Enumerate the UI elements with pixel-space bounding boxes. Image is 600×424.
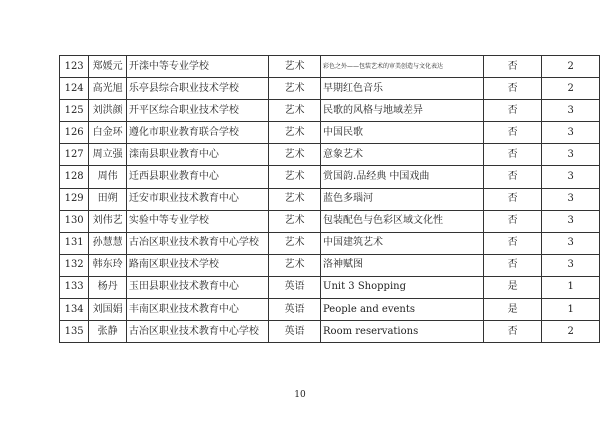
cell-grade: 2 <box>542 321 600 343</box>
cell-title: 赏国韵.品经典 中国戏曲 <box>321 166 484 188</box>
cell-subject: 艺术 <box>268 100 320 122</box>
table-row <box>60 210 600 232</box>
table-row <box>60 78 600 100</box>
cell-name: 郑媛元 <box>89 56 127 78</box>
cell-number: 123 <box>60 56 89 78</box>
cell-name: 周伟 <box>89 166 127 188</box>
cell-title: 意象艺术 <box>321 144 484 166</box>
cell-number: 127 <box>60 144 89 166</box>
cell-school: 乐亭县综合职业技术学校 <box>126 78 268 100</box>
cell-flag: 否 <box>483 100 542 122</box>
cell-name: 刘国娟 <box>89 299 127 321</box>
cell-name: 白金环 <box>89 122 127 144</box>
cell-number: 133 <box>60 276 89 298</box>
cell-school: 古冶区职业技术教育中心学校 <box>126 321 268 343</box>
cell-school: 古冶区职业技术教育中心学校 <box>126 232 268 254</box>
cell-number: 129 <box>60 188 89 210</box>
table-row <box>60 166 600 188</box>
cell-number: 132 <box>60 254 89 276</box>
cell-subject: 艺术 <box>268 210 320 232</box>
cell-subject: 英语 <box>268 321 320 343</box>
award-table <box>59 55 600 343</box>
table-row <box>60 254 600 276</box>
cell-grade: 3 <box>542 100 600 122</box>
table-row <box>60 299 600 321</box>
cell-number: 128 <box>60 166 89 188</box>
cell-title: 彩色之外——包装艺术的审美创造与文化表达 <box>321 56 484 78</box>
cell-grade: 3 <box>542 232 600 254</box>
cell-number: 130 <box>60 210 89 232</box>
cell-title: Room reservations <box>321 321 484 343</box>
cell-subject: 艺术 <box>268 78 320 100</box>
cell-subject: 英语 <box>268 276 320 298</box>
cell-subject: 艺术 <box>268 166 320 188</box>
cell-grade: 3 <box>542 254 600 276</box>
cell-flag: 否 <box>483 188 542 210</box>
cell-school: 滦南县职业教育中心 <box>126 144 268 166</box>
cell-subject: 艺术 <box>268 122 320 144</box>
cell-flag: 否 <box>483 78 542 100</box>
cell-number: 131 <box>60 232 89 254</box>
cell-name: 刘伟艺 <box>89 210 127 232</box>
cell-subject: 艺术 <box>268 144 320 166</box>
cell-flag: 否 <box>483 166 542 188</box>
cell-flag: 否 <box>483 210 542 232</box>
table-row <box>60 232 600 254</box>
cell-title: 蓝色多瑙河 <box>321 188 484 210</box>
page-number: 10 <box>294 390 306 400</box>
cell-title: People and events <box>321 299 484 321</box>
cell-flag: 否 <box>483 254 542 276</box>
cell-name: 杨丹 <box>89 276 127 298</box>
cell-grade: 2 <box>542 78 600 100</box>
cell-title: 洛神赋图 <box>321 254 484 276</box>
cell-title: Unit 3 Shopping <box>321 276 484 298</box>
cell-subject: 艺术 <box>268 254 320 276</box>
cell-name: 孙慧慧 <box>89 232 127 254</box>
cell-grade: 3 <box>542 166 600 188</box>
table-row <box>60 56 600 78</box>
cell-subject: 艺术 <box>268 232 320 254</box>
cell-school: 迁西县职业教育中心 <box>126 166 268 188</box>
cell-title: 中国民歌 <box>321 122 484 144</box>
cell-name: 刘洪颜 <box>89 100 127 122</box>
cell-subject: 艺术 <box>268 56 320 78</box>
cell-title: 中国建筑艺术 <box>321 232 484 254</box>
cell-grade: 1 <box>542 299 600 321</box>
table-row <box>60 100 600 122</box>
cell-flag: 否 <box>483 232 542 254</box>
cell-school: 遵化市职业教育联合学校 <box>126 122 268 144</box>
cell-flag: 否 <box>483 56 542 78</box>
cell-name: 周立强 <box>89 144 127 166</box>
cell-number: 125 <box>60 100 89 122</box>
cell-school: 开滦中等专业学校 <box>126 56 268 78</box>
cell-grade: 1 <box>542 276 600 298</box>
cell-flag: 否 <box>483 144 542 166</box>
cell-school: 路南区职业技术学校 <box>126 254 268 276</box>
cell-flag: 是 <box>483 276 542 298</box>
cell-number: 124 <box>60 78 89 100</box>
cell-school: 玉田县职业技术教育中心 <box>126 276 268 298</box>
cell-name: 张静 <box>89 321 127 343</box>
cell-grade: 3 <box>542 210 600 232</box>
cell-subject: 英语 <box>268 299 320 321</box>
cell-grade: 3 <box>542 122 600 144</box>
cell-grade: 3 <box>542 144 600 166</box>
cell-school: 丰南区职业技术教育中心 <box>126 299 268 321</box>
cell-school: 迁安市职业技术教育中心 <box>126 188 268 210</box>
cell-name: 高光旭 <box>89 78 127 100</box>
cell-number: 135 <box>60 321 89 343</box>
cell-title: 民歌的风格与地域差异 <box>321 100 484 122</box>
cell-school: 实验中等专业学校 <box>126 210 268 232</box>
table-row <box>60 122 600 144</box>
cell-grade: 2 <box>542 56 600 78</box>
cell-subject: 艺术 <box>268 188 320 210</box>
table-row <box>60 276 600 298</box>
table-row <box>60 188 600 210</box>
cell-flag: 否 <box>483 321 542 343</box>
cell-flag: 是 <box>483 299 542 321</box>
table-row <box>60 321 600 343</box>
cell-title: 早期红色音乐 <box>321 78 484 100</box>
cell-number: 134 <box>60 299 89 321</box>
cell-title: 包装配色与色彩区域文化性 <box>321 210 484 232</box>
cell-grade: 3 <box>542 188 600 210</box>
cell-school: 开平区综合职业技术学校 <box>126 100 268 122</box>
cell-number: 126 <box>60 122 89 144</box>
cell-name: 田朔 <box>89 188 127 210</box>
table-row <box>60 144 600 166</box>
cell-name: 韩东玲 <box>89 254 127 276</box>
cell-flag: 否 <box>483 122 542 144</box>
